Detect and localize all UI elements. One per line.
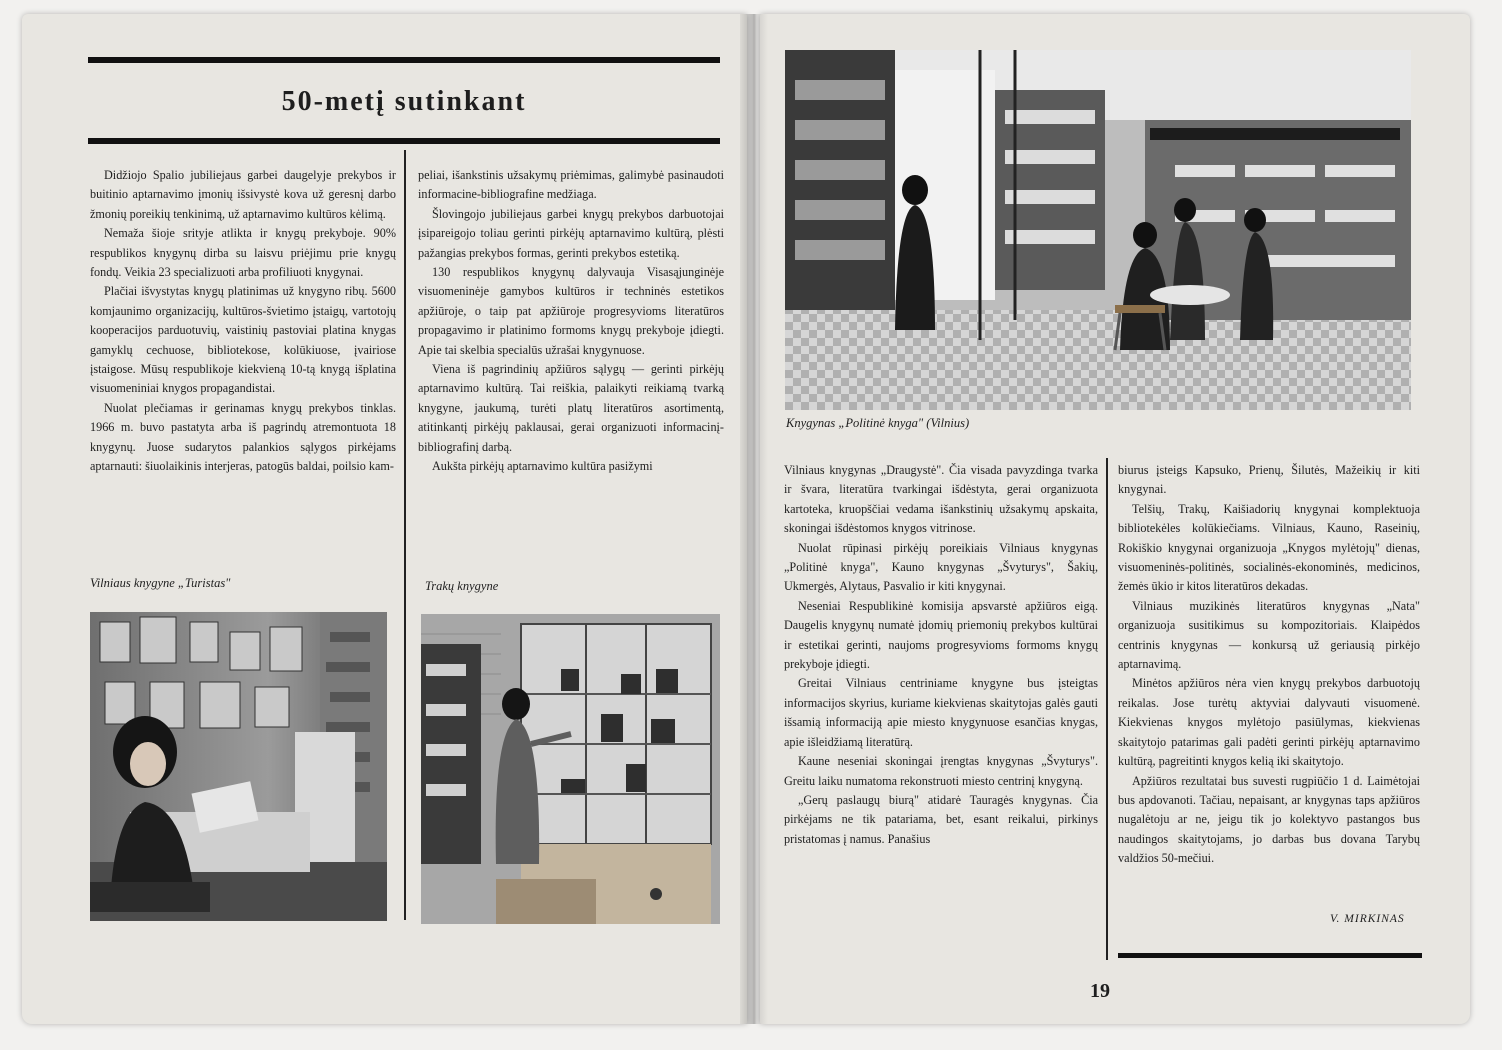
paragraph: 130 respublikos knygynų dalyvauja Visasąjunginėje visuomeninėje gamybos kultūros ir techninės estetikos apžiūroje, o taip pat apžiūroje progresyvioms literatūros propagavimo ir platinimo formoms knygų prekyboje įdiegti. Apie tai skelbia specialūs užrašai knygynuose. (418, 265, 724, 357)
title-underline (88, 138, 720, 144)
photo-caption-turistas: Vilniaus knygyne „Turistas" (90, 576, 231, 590)
paragraph: pelіai, išankstinis užsakymų priėmimas, galimybė pasinaudoti informacine-bibliografine medžiaga. (418, 168, 724, 202)
paragraph: Nemaža šioje srityje atlikta ir knygų prekyboje. 90% respublikos knygynų dirba su laisvu priėjimu prie knygų fondų. Veikia 23 specializuoti arba profiliuoti knygynai. (90, 226, 396, 280)
page-title: 50-metį sutinkant (281, 86, 527, 117)
paragraph: „Gerų paslaugų biurą" atidarė Tauragės knygynas. Čia pirkėjams ne tik patariama, bet, esant reikalui, pirkinys pristatomas į namus. Panašius (784, 792, 1098, 846)
paragraph: Nuolat rūpinasi pirkėjų poreikiais Vilniaus knygynas „Politinė knyga", Kauno knygynas „Švyturys", Šakių, Ukmergės, Alytaus, Pasvalio ir kiti knygynai. (784, 540, 1098, 594)
bottom-rule (1118, 953, 1422, 958)
photo-trakai-bookstore (421, 614, 720, 924)
top-rule (88, 57, 720, 63)
paragraph: biurus įsteigs Kapsuko, Prienų, Šilutės, Mažeikių ir kiti knygynai. (1118, 463, 1420, 497)
paragraph: Aukšta pirkėjų aptarnavimo kultūra pasižymi (432, 459, 653, 474)
paragraph: Telšių, Trakų, Kaišiadorių knygynai komplektuoja bibliotekėles kolūkiečiams. Vilniaus, Kauno, Raseinių, Rokiškio knygynai organizuoja „Knygos mylėtojų" dienas, visuomeninės-politinės, socialinės-ekonominės, medicinos, žemės ūkio ir kitos literatūros dekadas. (1118, 501, 1420, 594)
paragraph: Didžiojo Spalio jubiliejaus garbei daugelyje prekybos ir buitinio aptarnavimo įmonių išsivystė kova už geresnį darbo žmonių poreikių tenkinimą, už aptarnavimo kultūros kėlimą. (90, 168, 396, 221)
photo-caption-politine-knyga: Knygynas „Politinė knyga" (Vilnius) (786, 416, 970, 430)
paragraph: Apžiūros rezultatai bus suvesti rugpiūčio 1 d. Laimėtojai bus apdovanoti. Tačiau, nepaisant, ar knygynas taps apžiūros nugalėtoju ar ne, jeigu tik jo kolektyvo pastangos bus naudingos skaitytojams, jo darbas bus dovana Tarybų valdžios 50-mečiui. (1118, 773, 1420, 866)
photo-turistas-bookstore (90, 612, 387, 921)
paragraph: Viena iš pagrindinių apžiūros sąlygų — gerinti pirkėjų aptarnavimo kultūrą. Tai reiškia, palaikyti reikiamą tvarką knygyne, jaukumą, turėti platų literatūros asortimentą, atitinkantį pirkėjų paklausai, gerai organizuoti informacinį-bibliografinį darbą. (418, 362, 724, 454)
paragraph: Vilniaus muzikinės literatūros knygynas „Nata" organizuoja susitikimus su kompozitoriais. Klaipėdos centrinis knygynas — konkursą už geriausią pirkėjo aptarnavimą. (1118, 598, 1420, 672)
paragraph: Plačiai išvystytas knygų platinimas už knygyno ribų. 5600 komjaunimo organizacijų, kultūros-švietimo įstaigų, vartotojų kooperacijos parduotuvių, vaistinių pastoviai platina knygas gamyklų cechuose, bibliotekose, kolūkiuose, įvairiose įstaigose. Mūsų respublikoje kiekvieną 10-tą knygą išplatina visuomeniniai knygos propagandistai. (90, 284, 396, 396)
article-column-1 (90, 166, 396, 477)
gutter-shadow (740, 14, 768, 1024)
paragraph: Greitai Vilniaus centriniame knygyne bus įsteigtas informacijos skyrius, kuriame kiekvienas skaitytojas galės gauti išsamią informaciją apie miesto knygynuose esančias knygas, apie išleidžiamą literatūrą. (784, 676, 1098, 749)
page-number: 19 (1090, 980, 1110, 1002)
paragraph: Šlovingojo jubiliejaus garbei knygų prekybos darbuotojai įsipareigojo toliau gerinti pirkėjų aptarnavimo kultūrą, plėsti pažangias prekybos formas, gerinti prekybos estetiką. (418, 206, 724, 260)
article-column-3 (784, 461, 1098, 849)
article-column-2 (418, 166, 724, 477)
paragraph: Minėtos apžiūros nėra vien knygų prekybos darbuotojų reikalas. Jose turėtų aktyviai dalyvauti visuomenė. Kiekvienas knygos mylėtojo pasiūlymas, kiekvienas skaitytojo patarimas gali padėti gerinti pirkėjų aptarnavimo kultūrą, pagreitinti knygos kelią iki skaitytojo. (1118, 676, 1420, 769)
column-divider (404, 150, 406, 920)
photo-caption-trakai: Trakų knygyne (425, 579, 499, 593)
paragraph: Neseniai Respublikinė komisija apsvarstė apžiūros eigą. Daugelis knygynų numatė įdomių priemonių prekybos kultūrai ir estetikai gerinti, naujoms progresyvioms formoms knygų prekyboje įdiegti. (784, 598, 1098, 672)
article-column-4 (1118, 461, 1420, 869)
paragraph: Kaune neseniai skoningai įrengtas knygynas „Švyturys". Greitu laiku numatoma rekonstruoti miesto centrinį knygyną. (784, 754, 1098, 788)
column-divider (1106, 458, 1108, 960)
paragraph: Nuolat plečiamas ir gerinamas knygų prekybos tinklas. 1966 m. buvo pastatyta arba iš pagrindų atremontuota 18 knygynų. Juose sudarytos palankios sąlygos pirkėjams aptarnauti: šiuolaikinis interjeras, patogūs baldai, poilsio kam- (90, 400, 396, 474)
photo-politine-knyga-bookstore (785, 50, 1411, 410)
paragraph: Vilniaus knygynas „Draugystė". Čia visada pavyzdinga tvarka ir švara, literatūra tvarkingai išdėstyta, gerai organizuota kartoteka, kruopščiai vedama išankstinių užsakymų apskaita, skoningai išdėstomos knygos vitrinose. (784, 463, 1098, 536)
author-signature: V. MIRKINAS (1330, 913, 1405, 925)
